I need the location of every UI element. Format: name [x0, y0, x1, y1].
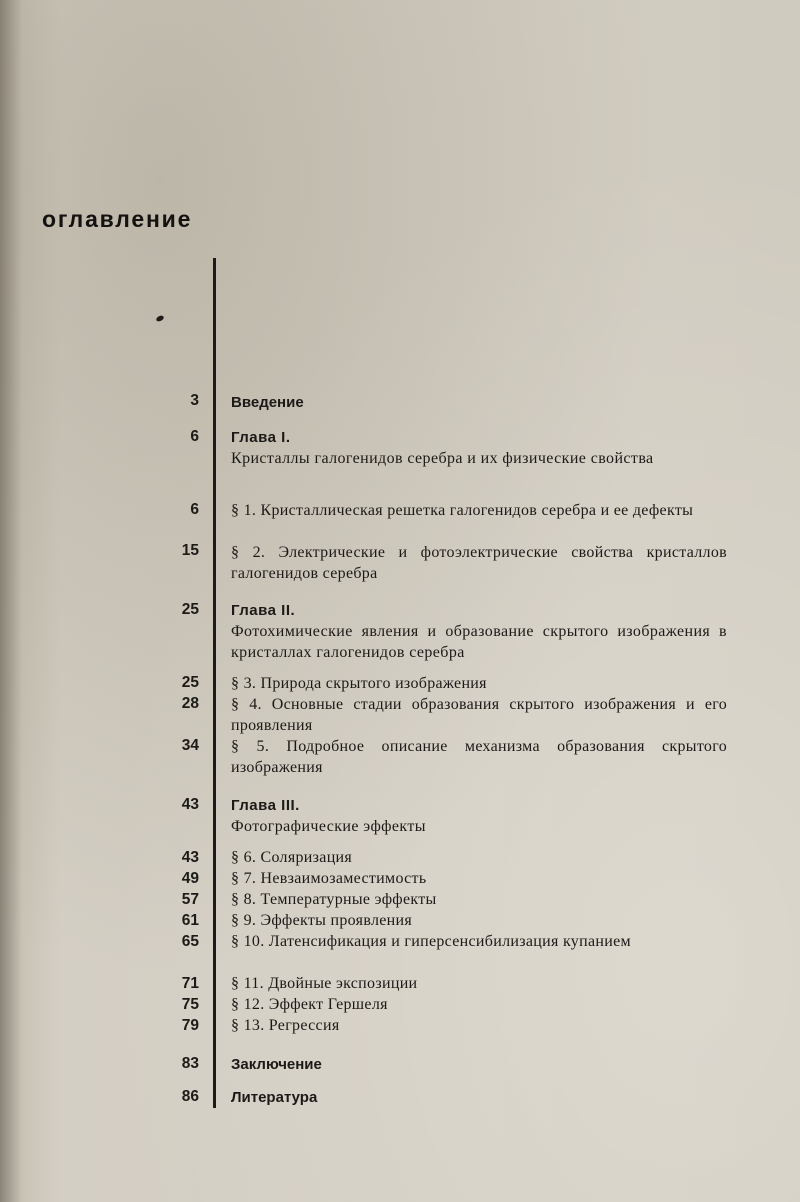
page-number: 3	[190, 392, 199, 409]
chapter-title: Глава I.	[231, 429, 291, 446]
toc-entry-section-9: § 9. Эффекты проявления	[231, 912, 413, 929]
page-number: 75	[181, 996, 199, 1013]
page-number: 28	[181, 695, 199, 712]
page-number: 83	[181, 1055, 199, 1072]
toc-entry-section-1: § 1. Кристаллическая решетка галогенидов серебра и ее дефекты	[231, 502, 694, 519]
chapter-title: Глава II.	[231, 602, 296, 619]
page-number: 57	[181, 891, 199, 908]
toc-entry-section-13: § 13. Регрессия	[231, 1017, 340, 1034]
page-title: оглавление	[42, 206, 193, 232]
toc-entry-section-4: § 4. Основные стадии образования скрытого изображения и его проявления	[231, 696, 727, 734]
toc-entry-chapter-1	[231, 427, 727, 469]
toc-entry-intro: Введение	[231, 394, 304, 411]
page-number: 25	[181, 674, 199, 691]
toc-entry-section-11: § 11. Двойные экспозиции	[231, 975, 418, 992]
chapter-subtitle: Фотохимические явления и образование скрытого изображения в кристаллах галогенидов серебра	[231, 623, 727, 661]
toc-entry-section-12: § 12. Эффект Гершеля	[231, 996, 388, 1013]
toc-entry-literature: Литература	[231, 1089, 318, 1106]
chapter-title: Глава III.	[231, 797, 300, 814]
toc-entry-chapter-3	[231, 795, 727, 837]
toc-entry-conclusion: Заключение	[231, 1056, 322, 1073]
toc-entry-chapter-2	[231, 600, 727, 663]
page-number: 43	[181, 849, 199, 866]
toc-entry-section-2: § 2. Электрические и фотоэлектрические свойства кристаллов галогенидов серебра	[231, 544, 727, 582]
page-number: 34	[181, 737, 199, 754]
toc-entry-section-7: § 7. Невзаимозаместимость	[231, 870, 427, 887]
page-number: 25	[181, 601, 199, 618]
page-number: 43	[181, 796, 199, 813]
page-number: 49	[181, 870, 199, 887]
toc-entry-section-10: § 10. Латенсификация и гиперсенсибилизация купанием	[231, 933, 631, 950]
chapter-subtitle: Фотографические эффекты	[231, 818, 426, 835]
toc-entry-section-5: § 5. Подробное описание механизма образования скрытого изображения	[231, 738, 727, 776]
vertical-rule	[213, 258, 216, 1108]
page-number: 86	[181, 1088, 199, 1105]
page-number: 61	[181, 912, 199, 929]
page-number: 6	[190, 428, 199, 445]
ink-mark	[155, 315, 164, 323]
toc-entry-section-8: § 8. Температурные эффекты	[231, 891, 437, 908]
page-number: 6	[190, 501, 199, 518]
page-number: 79	[181, 1017, 199, 1034]
page-number: 15	[181, 542, 199, 559]
page-number: 71	[181, 975, 199, 992]
toc-entry-section-3: § 3. Природа скрытого изображения	[231, 675, 487, 692]
chapter-subtitle: Кристаллы галогенидов серебра и их физические свойства	[231, 450, 654, 467]
toc-entry-section-6: § 6. Соляризация	[231, 849, 353, 866]
page-number: 65	[181, 933, 199, 950]
